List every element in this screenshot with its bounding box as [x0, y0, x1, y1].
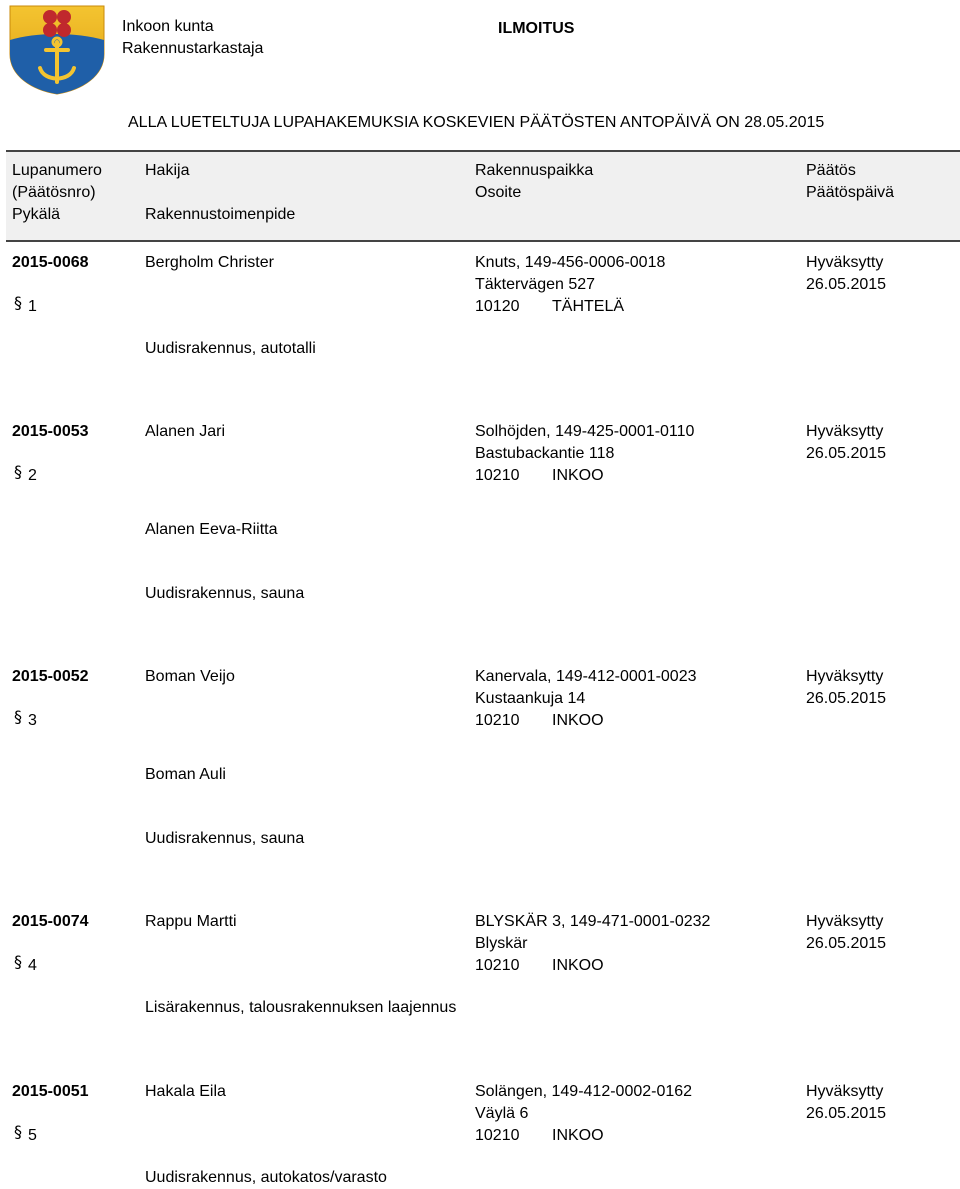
column-permit: Lupanumero (Päätösnro) Pykälä	[12, 162, 102, 223]
column-applicant: Hakija Rakennustoimenpide	[145, 162, 296, 223]
section-sign-icon	[12, 705, 26, 727]
section-number: 4	[28, 957, 37, 974]
applicant-name: Boman Veijo	[145, 668, 235, 685]
decision: Hyväksytty	[806, 913, 884, 930]
section-number: 5	[28, 1127, 37, 1144]
section-number: 1	[28, 298, 37, 315]
building-site: Solhöjden, 149-425-0001-0110	[475, 423, 695, 440]
building-action: Uudisrakennus, sauna	[145, 585, 305, 602]
section-number: 2	[28, 467, 37, 484]
svg-text:§: §	[14, 462, 22, 481]
decision-date: 26.05.2015	[806, 935, 887, 952]
postal-code: 10210	[475, 1127, 520, 1144]
decision-date: 26.05.2015	[806, 690, 887, 707]
street-address: Bastubackantie 118	[475, 445, 615, 462]
column-location: Rakennuspaikka Osoite	[475, 162, 594, 201]
coat-of-arms-icon	[6, 2, 108, 96]
building-action: Uudisrakennus, autokatos/varasto	[145, 1169, 387, 1186]
building-action: Lisärakennus, talousrakennuksen laajennus	[145, 999, 457, 1016]
co-applicant: Boman Auli	[145, 766, 226, 783]
decision: Hyväksytty	[806, 1083, 884, 1100]
city: INKOO	[552, 1127, 604, 1144]
postal-code: 10120	[475, 298, 520, 315]
building-site: Kanervala, 149-412-0001-0023	[475, 668, 697, 685]
applicant-name: Alanen Jari	[145, 423, 226, 440]
building-site: BLYSKÄR 3, 149-471-0001-0232	[475, 913, 711, 930]
svg-text:§: §	[14, 293, 22, 312]
section-sign-icon	[12, 1120, 26, 1142]
permit-number: 2015-0051	[12, 1083, 89, 1100]
permit-number: 2015-0052	[12, 668, 89, 685]
applicant-name: Bergholm Christer	[145, 254, 274, 271]
decision-date: 26.05.2015	[806, 445, 887, 462]
section-sign-icon	[12, 291, 26, 313]
co-applicant: Alanen Eeva-Riitta	[145, 521, 278, 538]
building-site: Solängen, 149-412-0002-0162	[475, 1083, 693, 1100]
svg-text:§: §	[14, 707, 22, 726]
column-header	[6, 150, 960, 242]
column-decision: Päätös Päätöspäivä	[806, 162, 895, 201]
svg-text:§: §	[14, 952, 22, 971]
postal-code: 10210	[475, 712, 520, 729]
city: INKOO	[552, 467, 604, 484]
page-title: ALLA LUETELTUJA LUPAHAKEMUKSIA KOSKEVIEN PÄÄTÖSTEN ANTOPÄIVÄ ON 28.05.2015	[128, 114, 825, 131]
decision: Hyväksytty	[806, 423, 884, 440]
building-site: Knuts, 149-456-0006-0018	[475, 254, 666, 271]
svg-text:§: §	[14, 1122, 22, 1141]
section-number: 3	[28, 712, 37, 729]
applicant-name: Hakala Eila	[145, 1083, 226, 1100]
street-address: Blyskär	[475, 935, 528, 952]
permit-number: 2015-0074	[12, 913, 89, 930]
document-type: ILMOITUS	[498, 20, 575, 37]
permit-number: 2015-0068	[12, 254, 89, 271]
section-sign-icon	[12, 460, 26, 482]
city: INKOO	[552, 957, 604, 974]
street-address: Kustaankuja 14	[475, 690, 586, 707]
section-sign-icon	[12, 950, 26, 972]
applicant-name: Rappu Martti	[145, 913, 237, 930]
permit-number: 2015-0053	[12, 423, 89, 440]
building-action: Uudisrakennus, sauna	[145, 830, 305, 847]
street-address: Väylä 6	[475, 1105, 529, 1122]
decision-date: 26.05.2015	[806, 1105, 887, 1122]
organization-role: Rakennustarkastaja	[122, 40, 264, 57]
organization-name: Inkoon kunta	[122, 18, 214, 35]
decision: Hyväksytty	[806, 254, 884, 271]
decision-date: 26.05.2015	[806, 276, 887, 293]
street-address: Täktervägen 527	[475, 276, 596, 293]
building-action: Uudisrakennus, autotalli	[145, 340, 316, 357]
city: TÄHTELÄ	[552, 298, 625, 315]
postal-code: 10210	[475, 467, 520, 484]
postal-code: 10210	[475, 957, 520, 974]
decision: Hyväksytty	[806, 668, 884, 685]
city: INKOO	[552, 712, 604, 729]
